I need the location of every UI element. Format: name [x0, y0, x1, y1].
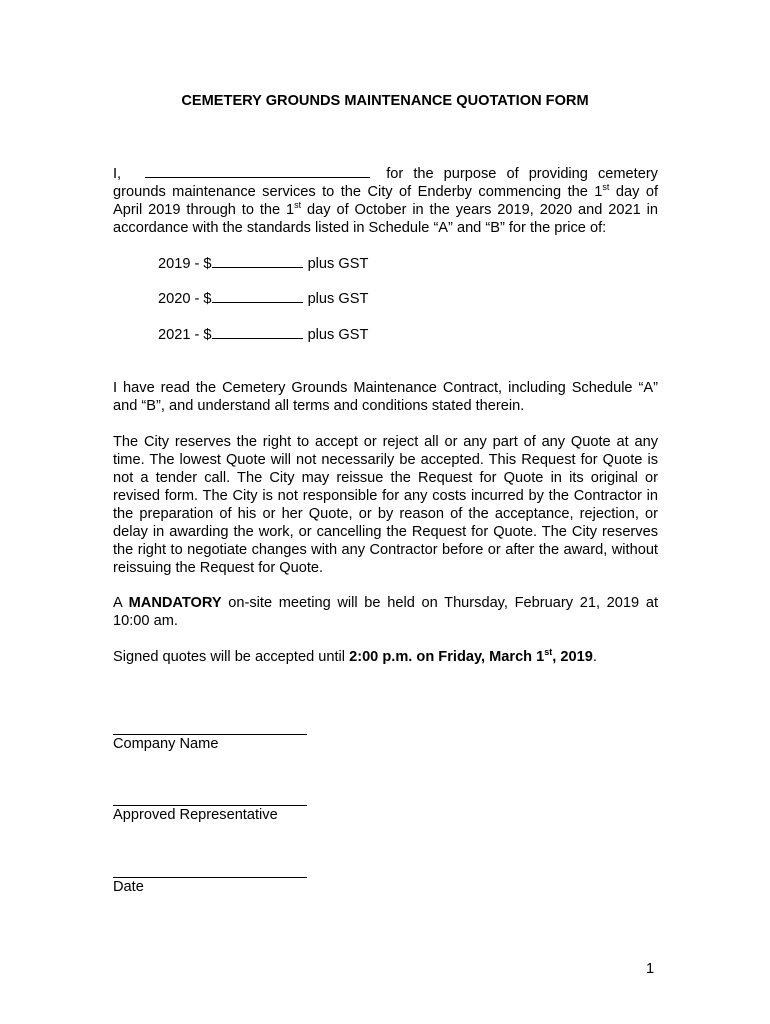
price-row-2021 [158, 326, 368, 344]
deadline-sup: st [544, 647, 553, 658]
deadline-suffix: . [592, 649, 597, 665]
intro-part1: for the purpose of providing cemetery grounds maintenance services to the City of Enderby commencing the 1 [113, 166, 658, 200]
company-name-line[interactable] [113, 734, 307, 735]
meeting-prefix: A [113, 595, 129, 611]
price-suffix: plus GST [307, 291, 369, 307]
approved-representative-line[interactable] [113, 805, 307, 806]
form-title: CEMETERY GROUNDS MAINTENANCE QUOTATION FORM [181, 93, 589, 109]
deadline-paragraph [113, 648, 658, 666]
price-year: 2020 - $ [158, 291, 212, 307]
intro-part2: day of April 2019 through to the 1 [113, 184, 659, 218]
company-name-label: Company Name [113, 736, 219, 752]
price-blank-2021[interactable] [212, 338, 303, 339]
city-rights-paragraph: The City reserves the right to accept or reject all or any part of any Quote at any time. The lowest Quote will not necessarily be accepted. This Request for Quote is not a tender call. The City may reissue the Request for Quote in its original or revised form. The City is not responsible for any costs incurred by the Contractor in the preparation of his or her Quote, or by reason of the acceptance, rejection, or delay in awarding the work, or cancelling the Request for Quote. The City reserves the right to negotiate changes with any Contractor before or after the award, without reissuing the Request for Quote. [113, 434, 658, 576]
read-statement: I have read the Cemetery Grounds Maintenance Contract, including Schedule “A” and “B”, and understand all terms and conditions stated therein. [113, 380, 658, 414]
intro-sup1: st [602, 182, 610, 193]
price-blank-2019[interactable] [212, 267, 303, 268]
deadline-bold [349, 649, 593, 665]
deadline-prefix: Signed quotes will be accepted until [113, 649, 350, 665]
deadline-bold-part2: , 2019 [552, 649, 593, 665]
price-suffix: plus GST [307, 256, 369, 272]
date-label: Date [113, 879, 144, 895]
deadline-bold-part1: 2:00 p.m. on Friday, March 1 [349, 649, 545, 665]
price-row-2020 [158, 290, 368, 308]
meeting-paragraph [113, 594, 658, 630]
price-row-2019 [158, 255, 368, 273]
intro-paragraph [113, 165, 658, 237]
intro-part3: day of October in the years 2019, 2020 and 2021 in accordance with the standards listed in Schedule “A” and “B” for the price of: [113, 202, 658, 236]
mandatory-text: MANDATORY [128, 595, 222, 611]
price-suffix: plus GST [307, 327, 369, 343]
price-blank-2020[interactable] [212, 302, 303, 303]
price-year: 2021 - $ [158, 327, 212, 343]
approved-representative-label: Approved Representative [113, 807, 278, 823]
intro-sup2: st [294, 200, 302, 211]
page-number: 1 [646, 961, 655, 977]
price-year: 2019 - $ [158, 256, 212, 272]
meeting-rest: on-site meeting will be held on Thursday, February 21, 2019 at 10:00 am. [113, 595, 659, 629]
date-line[interactable] [113, 877, 307, 878]
intro-prefix: I, [113, 166, 122, 182]
contractor-name-blank[interactable] [145, 177, 370, 178]
